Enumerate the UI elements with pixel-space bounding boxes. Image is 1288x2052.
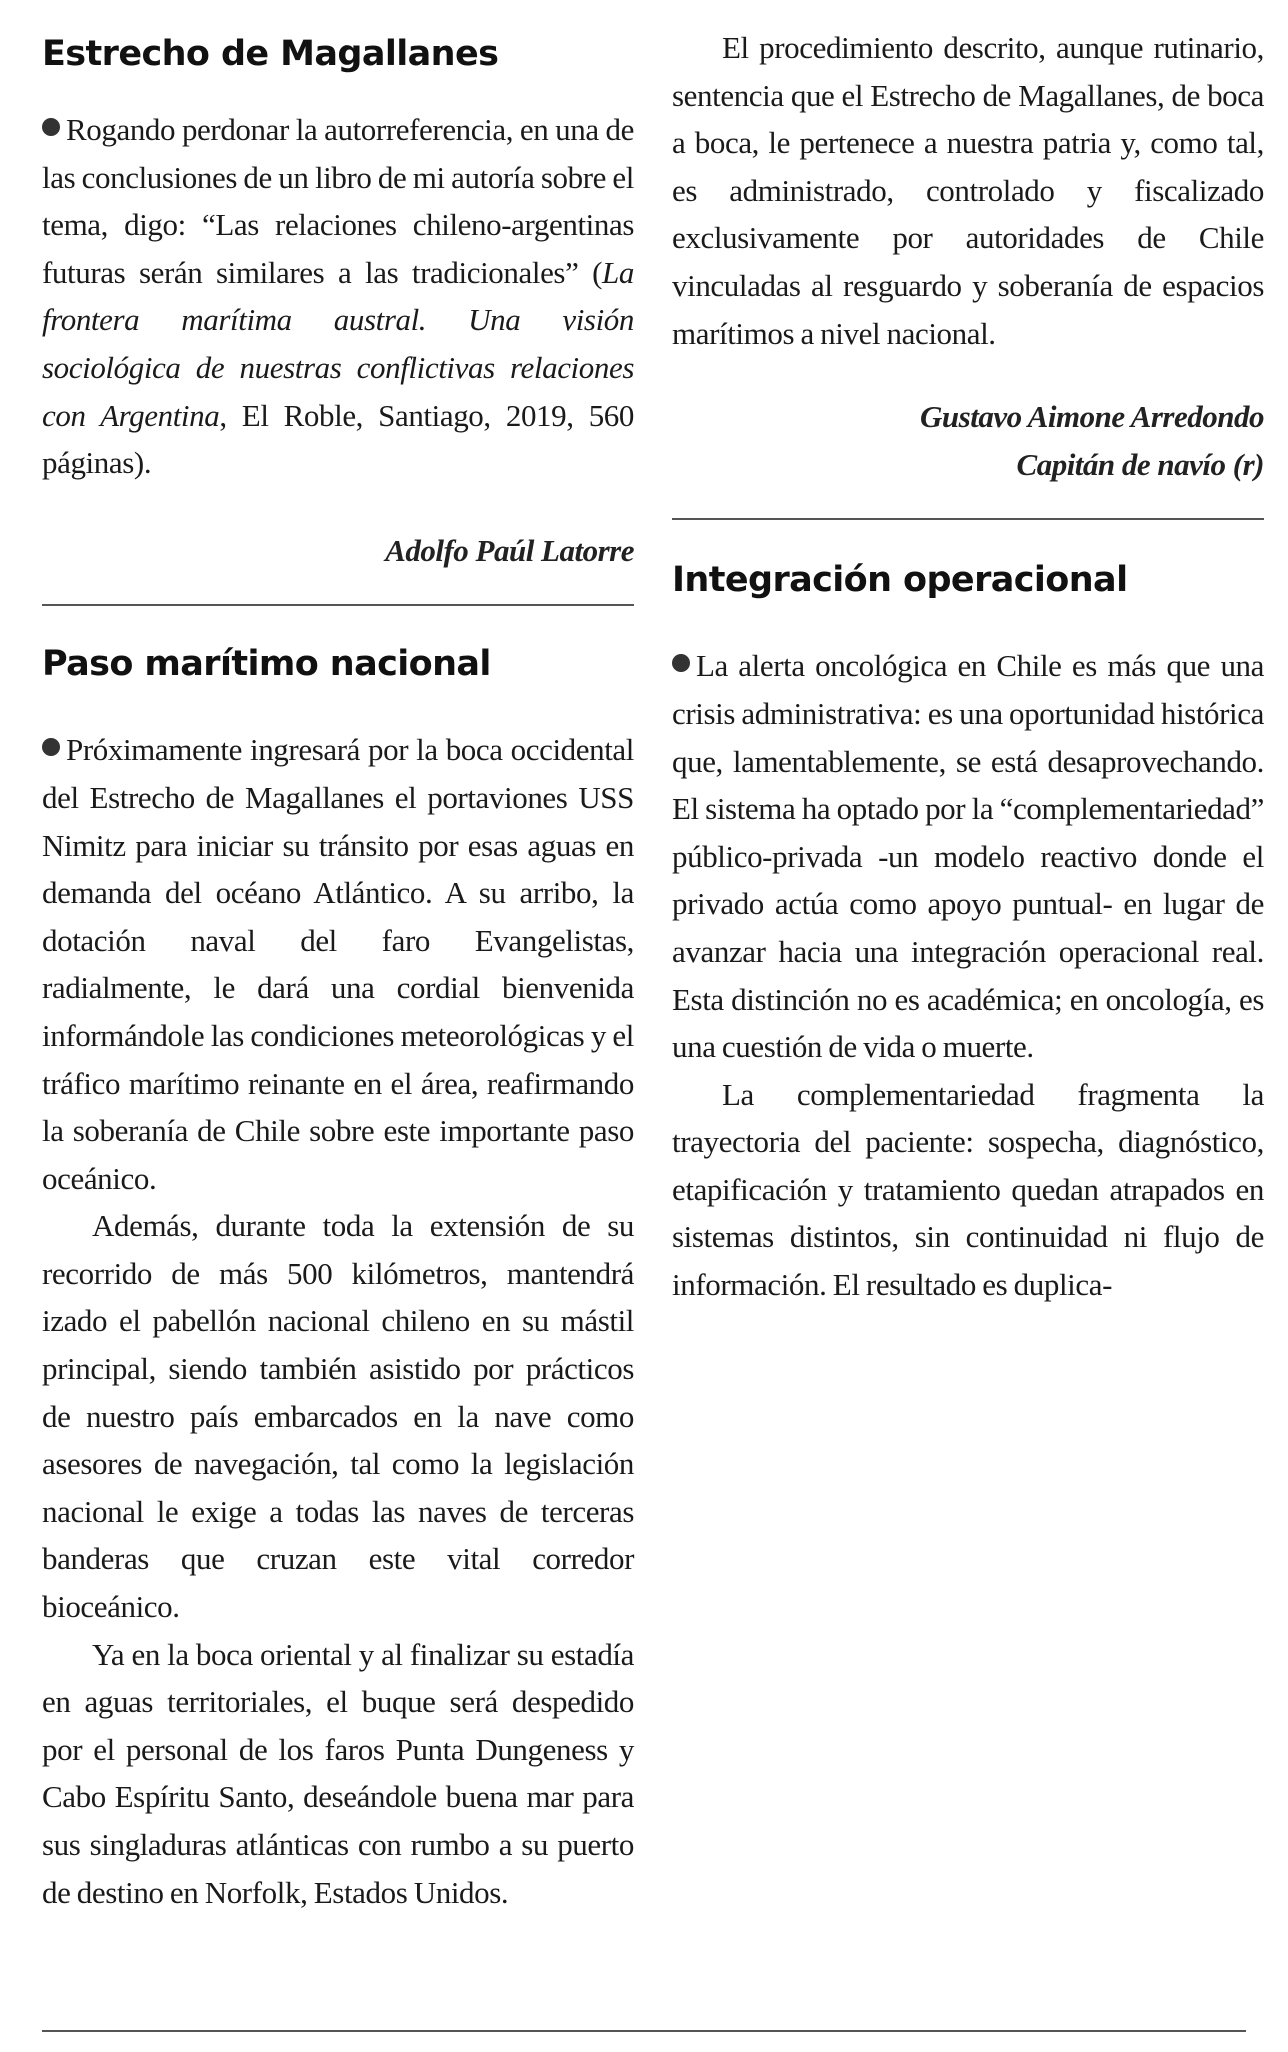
signature-aimone-name: Gustavo Aimone Arredondo bbox=[920, 399, 1264, 435]
signature-aimone-title: Capitán de navío (r) bbox=[1016, 446, 1264, 482]
bullet-icon bbox=[672, 654, 690, 672]
letter-paragraph: Además, durante toda la extensión de su recorrido de más 500 kilómetros, mantendrá izado el pabellón nacional chileno en su mástil principal, siendo también asistido por prácticos de nuestro país embarcados en la nave como asesores de navegación, tal como la legislación nacional le exige a todas las naves de terceras banderas que cruzan este vital corredor bioceánico. bbox=[42, 1208, 634, 1625]
bullet-icon bbox=[42, 738, 60, 756]
letter-paragraph: Ya en la boca oriental y al finalizar su estadía en aguas territoriales, el buque será despedido por el personal de los faros Punta Dungeness y Cabo Espíritu Santo, deseándole buena mar para sus singladuras atlánticas con rumbo a su puerto de destino en Norfolk, Estados Unidos. bbox=[42, 1636, 634, 1910]
right-column bbox=[672, 24, 1264, 1309]
letter-paragraph: El procedimiento descrito, aunque rutinario, sentencia que el Estrecho de Magallanes, de boca a boca, le pertenece a nuestra patria y, como tal, es administrado, controlado y fiscalizado exclusivamente por autoridades de Chile vinculadas al resguardo y soberanía de espacios marítimos a nivel nacional. bbox=[672, 30, 1264, 351]
book-title: La frontera marítima austral. Una visión sociológica de nuestras conflictivas relaciones con Argentina bbox=[42, 254, 634, 433]
letter-heading-integracion: Integración operacional bbox=[672, 560, 1128, 601]
letter-body-estrecho: Rogando perdonar la autorreferencia, en una de las conclusiones de un libro de mi autoría sobre el tema, digo: “Las relaciones chileno-argentinas futuras serán similares a las tradicionales” (La frontera marítima austral. Una visión sociológica de nuestras conflictivas relaciones con Argentina, El Roble, Santiago, 2019, 560 páginas). bbox=[42, 112, 635, 481]
left-column bbox=[42, 24, 634, 1916]
bottom-divider bbox=[42, 2030, 1246, 2032]
letter-paragraph: La alerta oncológica en Chile es más que una crisis administrativa: es una oportunidad histórica que, lamentablemente, se está desaprovechando. El sistema ha optado por la “complementariedad” público-privada -un modelo reactivo donde el privado actúa como apoyo puntual- en lugar de avanzar hacia una integración operacional real. Esta distinción no es académica; en oncología, es una cuestión de vida o muerte. bbox=[672, 648, 1264, 1065]
letter-heading-estrecho: Estrecho de Magallanes bbox=[42, 34, 499, 74]
letter-paragraph: Próximamente ingresará por la boca occidental del Estrecho de Magallanes el portaviones USS Nimitz para iniciar su tránsito por esas aguas en demanda del océano Atlántico. A su arribo, la dotación naval del faro Evangelistas, radialmente, le dará una cordial bienvenida informándole las condiciones meteorológicas y el tráfico marítimo reinante en el área, reafirmando la soberanía de Chile sobre este importante paso oceánico. bbox=[42, 732, 634, 1196]
letter-paragraph: La complementariedad fragmenta la trayectoria del paciente: sospecha, diagnóstico, etapificación y tratamiento quedan atrapados en sistemas distintos, sin continuidad ni flujo de información. El resultado es duplica- bbox=[672, 1076, 1264, 1303]
signature-latorre: Adolfo Paúl Latorre bbox=[385, 532, 634, 568]
letter-heading-paso: Paso marítimo nacional bbox=[42, 644, 491, 685]
bullet-icon bbox=[42, 118, 60, 136]
